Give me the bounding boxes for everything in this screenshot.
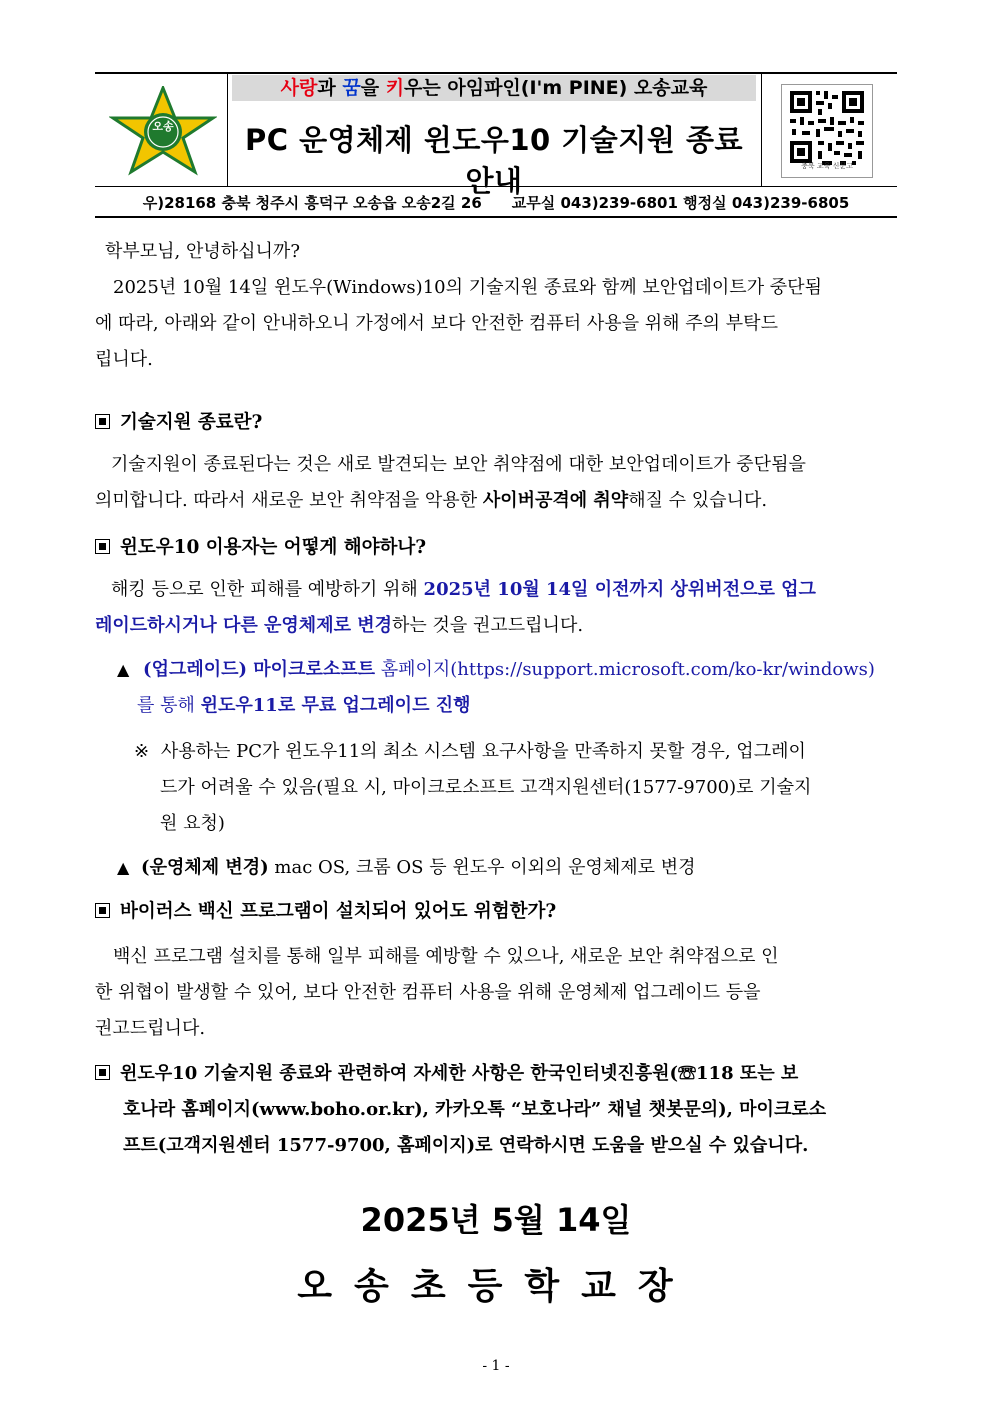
s1-line-1: 기술지원이 종료된다는 것은 새로 발견되는 보안 취약점에 대한 보안업데이트가 중단됨을 — [111, 454, 806, 475]
school-address-contact: 우)28168 충북 청주시 흥덕구 오송읍 오송2길 26 교무실 043)239-6801 행정실 043)239-6805 — [142, 194, 850, 212]
s1-line-2 — [95, 483, 897, 519]
principal-signature: 오송초등학교장 — [297, 1266, 695, 1307]
square-bullet-icon — [95, 903, 110, 918]
header-divider-left — [227, 72, 228, 186]
s2-line-1 — [111, 572, 913, 608]
header-middle-rule — [95, 186, 897, 187]
triangle-bullet-icon: ▲ — [117, 660, 130, 679]
intro-line-3: 립니다. — [95, 349, 153, 370]
school-emblem-logo — [109, 86, 217, 176]
slogan-word-dream: 꿈 — [342, 77, 361, 99]
slogan-banner — [232, 75, 756, 101]
letterhead — [95, 72, 897, 218]
header-top-rule — [95, 72, 897, 74]
section-heading-text: 윈도우10 이용자는 어떻게 해야하나? — [120, 537, 427, 558]
note-text: 사용하는 PC가 윈도우11의 최소 시스템 요구사항을 만족하지 못할 경우, 업그레이 — [160, 741, 806, 762]
s2-text: 해킹 등으로 인한 피해를 예방하기 위해 — [111, 579, 424, 600]
s4-line-3: 프트(고객지원센터 1577-9700, 홈페이지)로 연락하시면 도움을 받으실 수 있습니다. — [123, 1135, 809, 1156]
greeting: 학부모님, 안녕하십니까? — [105, 241, 300, 262]
emblem-text: 오송 — [152, 120, 174, 133]
section-heading-what-to-do — [95, 533, 426, 563]
section-heading-end-of-support — [95, 408, 262, 438]
slogan-word-love: 사랑 — [280, 77, 318, 99]
note-line-2: 드가 어려울 수 있음(필요 시, 마이크로소프트 고객지원센터(1577-9700)로 기술지 — [160, 777, 812, 798]
bullet-upgrade-line-1 — [117, 652, 919, 688]
s2-line-2 — [95, 608, 897, 644]
header-bottom-rule — [95, 216, 897, 218]
s3-line-3: 권고드립니다. — [95, 1018, 206, 1039]
section-heading-antivirus — [95, 897, 556, 927]
s2-text: 하는 것을 권고드립니다. — [392, 615, 584, 636]
square-bullet-icon — [95, 414, 110, 429]
triangle-bullet-icon: ▲ — [117, 858, 130, 877]
microsoft-support-link[interactable]: 홈페이지(https://support.microsoft.com/ko-kr/windows) — [375, 659, 875, 680]
note-line-1 — [134, 734, 936, 770]
intro-line-2: 에 따라, 아래와 같이 안내하오니 가정에서 보다 안전한 컴퓨터 사용을 위해 주의 부탁드 — [95, 313, 778, 334]
s2-emphasis: 레이드하시거나 다른 운영체제로 변경 — [95, 615, 393, 636]
bullet-upgrade-line-2 — [137, 688, 939, 724]
square-bullet-icon — [95, 539, 110, 554]
bullet-upgrade-emphasis: 윈도우11로 무료 업그레이드 진행 — [200, 695, 471, 716]
page-title: PC 운영체제 윈도우10 기술지원 종료 안내 — [245, 123, 743, 198]
square-bullet-icon — [95, 1065, 110, 1080]
bullet-os-text: mac OS, 크롬 OS 등 윈도우 이외의 운영체제로 변경 — [268, 857, 696, 878]
slogan-text: 을 — [360, 77, 386, 99]
s1-emphasis: 사이버공격에 취약 — [482, 490, 629, 511]
bullet-os-label: (운영체제 변경) — [141, 857, 269, 878]
issue-date: 2025년 5월 14일 — [360, 1201, 632, 1239]
s4-line-1 — [95, 1056, 897, 1092]
s1-text: 해질 수 있습니다. — [628, 490, 768, 511]
s1-text: 의미합니다. 따라서 새로운 보안 취약점을 악용한 — [95, 490, 483, 511]
bullet-upgrade-label: (업그레이드) 마이크로소프트 — [143, 659, 376, 680]
s4-text: 윈도우10 기술지원 종료와 관련하여 자세한 사항은 한국인터넷진흥원(☏118 또는 보 — [120, 1063, 799, 1084]
s4-line-2: 호나라 홈페이지(www.boho.or.kr), 카카오톡 “보호나라” 채널 챗봇문의), 마이크로소 — [123, 1099, 827, 1120]
s3-line-2: 한 위협이 발생할 수 있어, 보다 안전한 컴퓨터 사용을 위해 운영체제 업그레이드 등을 — [95, 982, 761, 1003]
reference-mark-icon: ※ — [134, 741, 150, 762]
slogan-word-grow: 키 — [385, 77, 405, 99]
note-line-3: 원 요청) — [160, 813, 225, 834]
header-divider-right — [761, 72, 762, 186]
qr-caption: 충북 교육 신문고 — [801, 162, 853, 170]
section-heading-text: 바이러스 백신 프로그램이 설치되어 있어도 위험한가? — [120, 901, 557, 922]
bullet-os-change — [117, 850, 919, 886]
intro-line-1: 2025년 10월 14일 윈도우(Windows)10의 기술지원 종료와 함께 보안업데이트가 중단됨 — [113, 277, 822, 298]
bullet-upgrade-text: 를 통해 — [137, 695, 201, 716]
page-number: - 1 - — [482, 1358, 510, 1374]
slogan-text: 우는 아임파인(I'm PINE) 오송교육 — [404, 77, 708, 99]
section-heading-text: 기술지원 종료란? — [120, 412, 263, 433]
slogan-text: 과 — [317, 77, 343, 99]
s2-emphasis: 2025년 10월 14일 이전까지 상위버전으로 업그 — [423, 579, 816, 600]
s3-line-1: 백신 프로그램 설치를 통해 일부 피해를 예방할 수 있으나, 새로운 보안 취약점으로 인 — [113, 946, 779, 967]
